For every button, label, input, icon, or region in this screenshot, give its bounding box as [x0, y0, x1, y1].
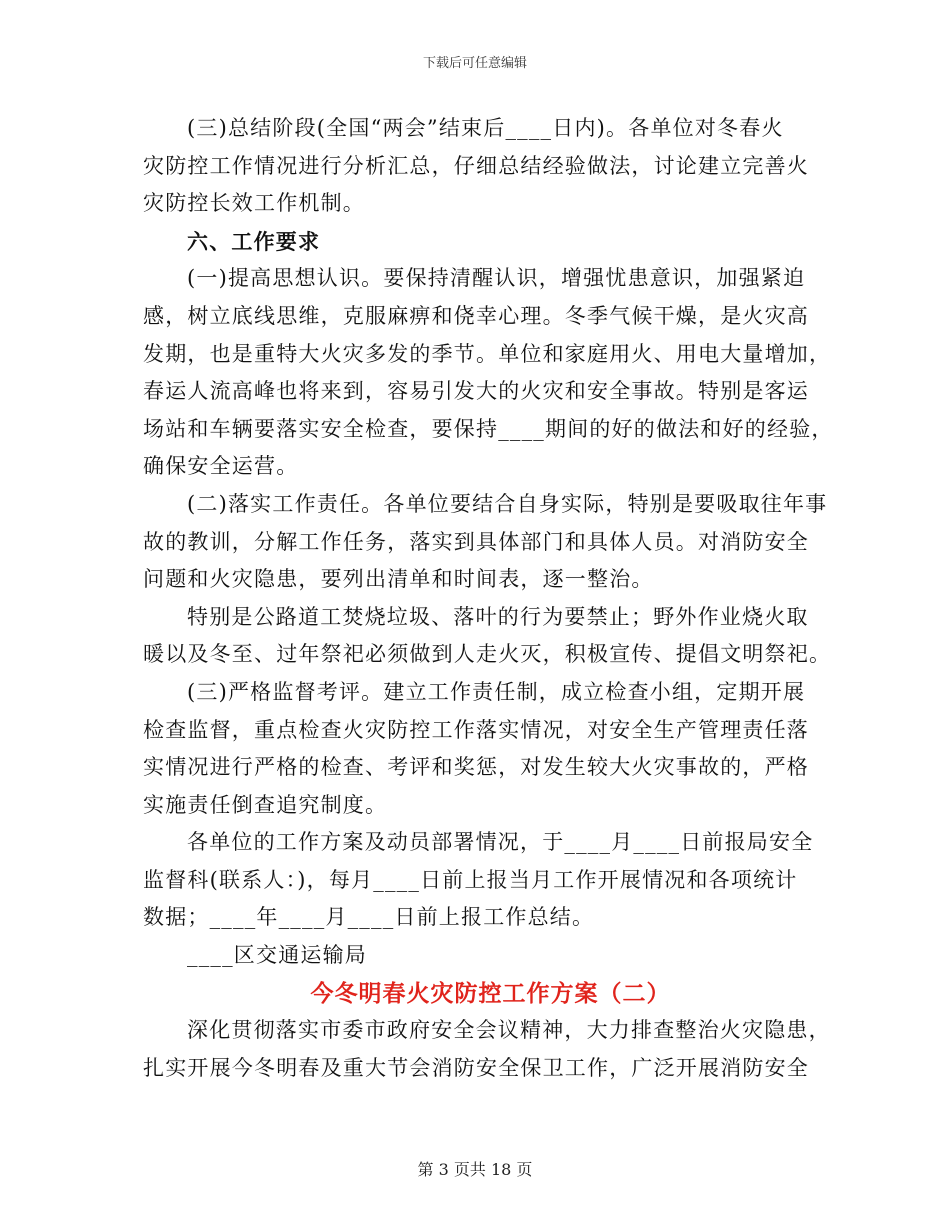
paragraph-line: 实施责任倒查追究制度。 [143, 792, 388, 817]
paragraph-line: 检查监督，重点检查火灾防控工作落实情况，对安全生产管理责任落 [143, 717, 809, 742]
paragraph-line: 问题和火灾隐患，要列出清单和时间表，逐一整治。 [143, 567, 654, 592]
paragraph-line: (二)落实工作责任。各单位要结合自身实际，特别是要吸取往年事 [187, 491, 828, 516]
paragraph-line: 发期，也是重特大火灾多发的季节。单位和家庭用火、用电大量增加， [143, 341, 832, 366]
paragraph-line: 故的教训，分解工作任务，落实到具体部门和具体人员。对消防安全 [143, 529, 809, 554]
paragraph-line: 特别是公路道工焚烧垃圾、落叶的行为要禁止；野外作业烧火取 [187, 604, 809, 629]
section-heading: 六、工作要求 [187, 228, 321, 254]
paragraph-line: 监督科(联系人：)，每月____日前上报当月工作开展情况和各项统计 [143, 867, 798, 892]
paragraph-line: (三)严格监督考评。建立工作责任制，成立检查小组，定期开展 [187, 679, 806, 704]
paragraph-line: 扎实开展今冬明春及重大节会消防安全保卫工作，广泛开展消防安全 [143, 1055, 809, 1080]
paragraph-line: 确保安全运营。 [143, 454, 299, 479]
page-header: 下载后可任意编辑 [422, 56, 527, 71]
paragraph-line: 灾防控工作情况进行分析汇总，仔细总结经验做法，讨论建立完善火 [143, 153, 809, 178]
paragraph-line: (一)提高思想认识。要保持清醒认识，增强忧患意识，加强紧迫 [187, 266, 806, 291]
paragraph-line: 各单位的工作方案及动员部署情况，于____月____日前报局安全 [187, 830, 814, 855]
paragraph-line: 春运人流高峰也将来到，容易引发大的火灾和安全事故。特别是客运 [143, 379, 809, 404]
paragraph-line: 灾防控长效工作机制。 [143, 191, 365, 216]
paragraph-line: 数据；____年____月____日前上报工作总结。 [143, 905, 595, 930]
document-title: 今冬明春火灾防控工作方案（二） [310, 979, 671, 1007]
page-footer: 第 3 页共 18 页 [417, 1160, 533, 1179]
paragraph-line: 暖以及冬至、过年祭祀必须做到人走火灭，积极宣传、提倡文明祭祀。 [143, 642, 832, 667]
paragraph-line: 感，树立底线思维，克服麻痹和侥幸心理。冬季气候干燥，是火灾高 [143, 303, 809, 328]
paragraph-line: 实情况进行严格的检查、考评和奖惩，对发生较大火灾事故的，严格 [143, 755, 809, 780]
paragraph-line: (三)总结阶段(全国“两会”结束后____日内)。各单位对冬春火 [187, 116, 784, 140]
paragraph-line: 场站和车辆要落实安全检查，要保持____期间的好的做法和好的经验， [143, 416, 834, 441]
paragraph-line: 深化贯彻落实市委市政府安全会议精神，大力排查整治火灾隐患， [187, 1018, 831, 1043]
signature-line: ____区交通运输局 [187, 943, 367, 968]
document-body [143, 110, 834, 1087]
